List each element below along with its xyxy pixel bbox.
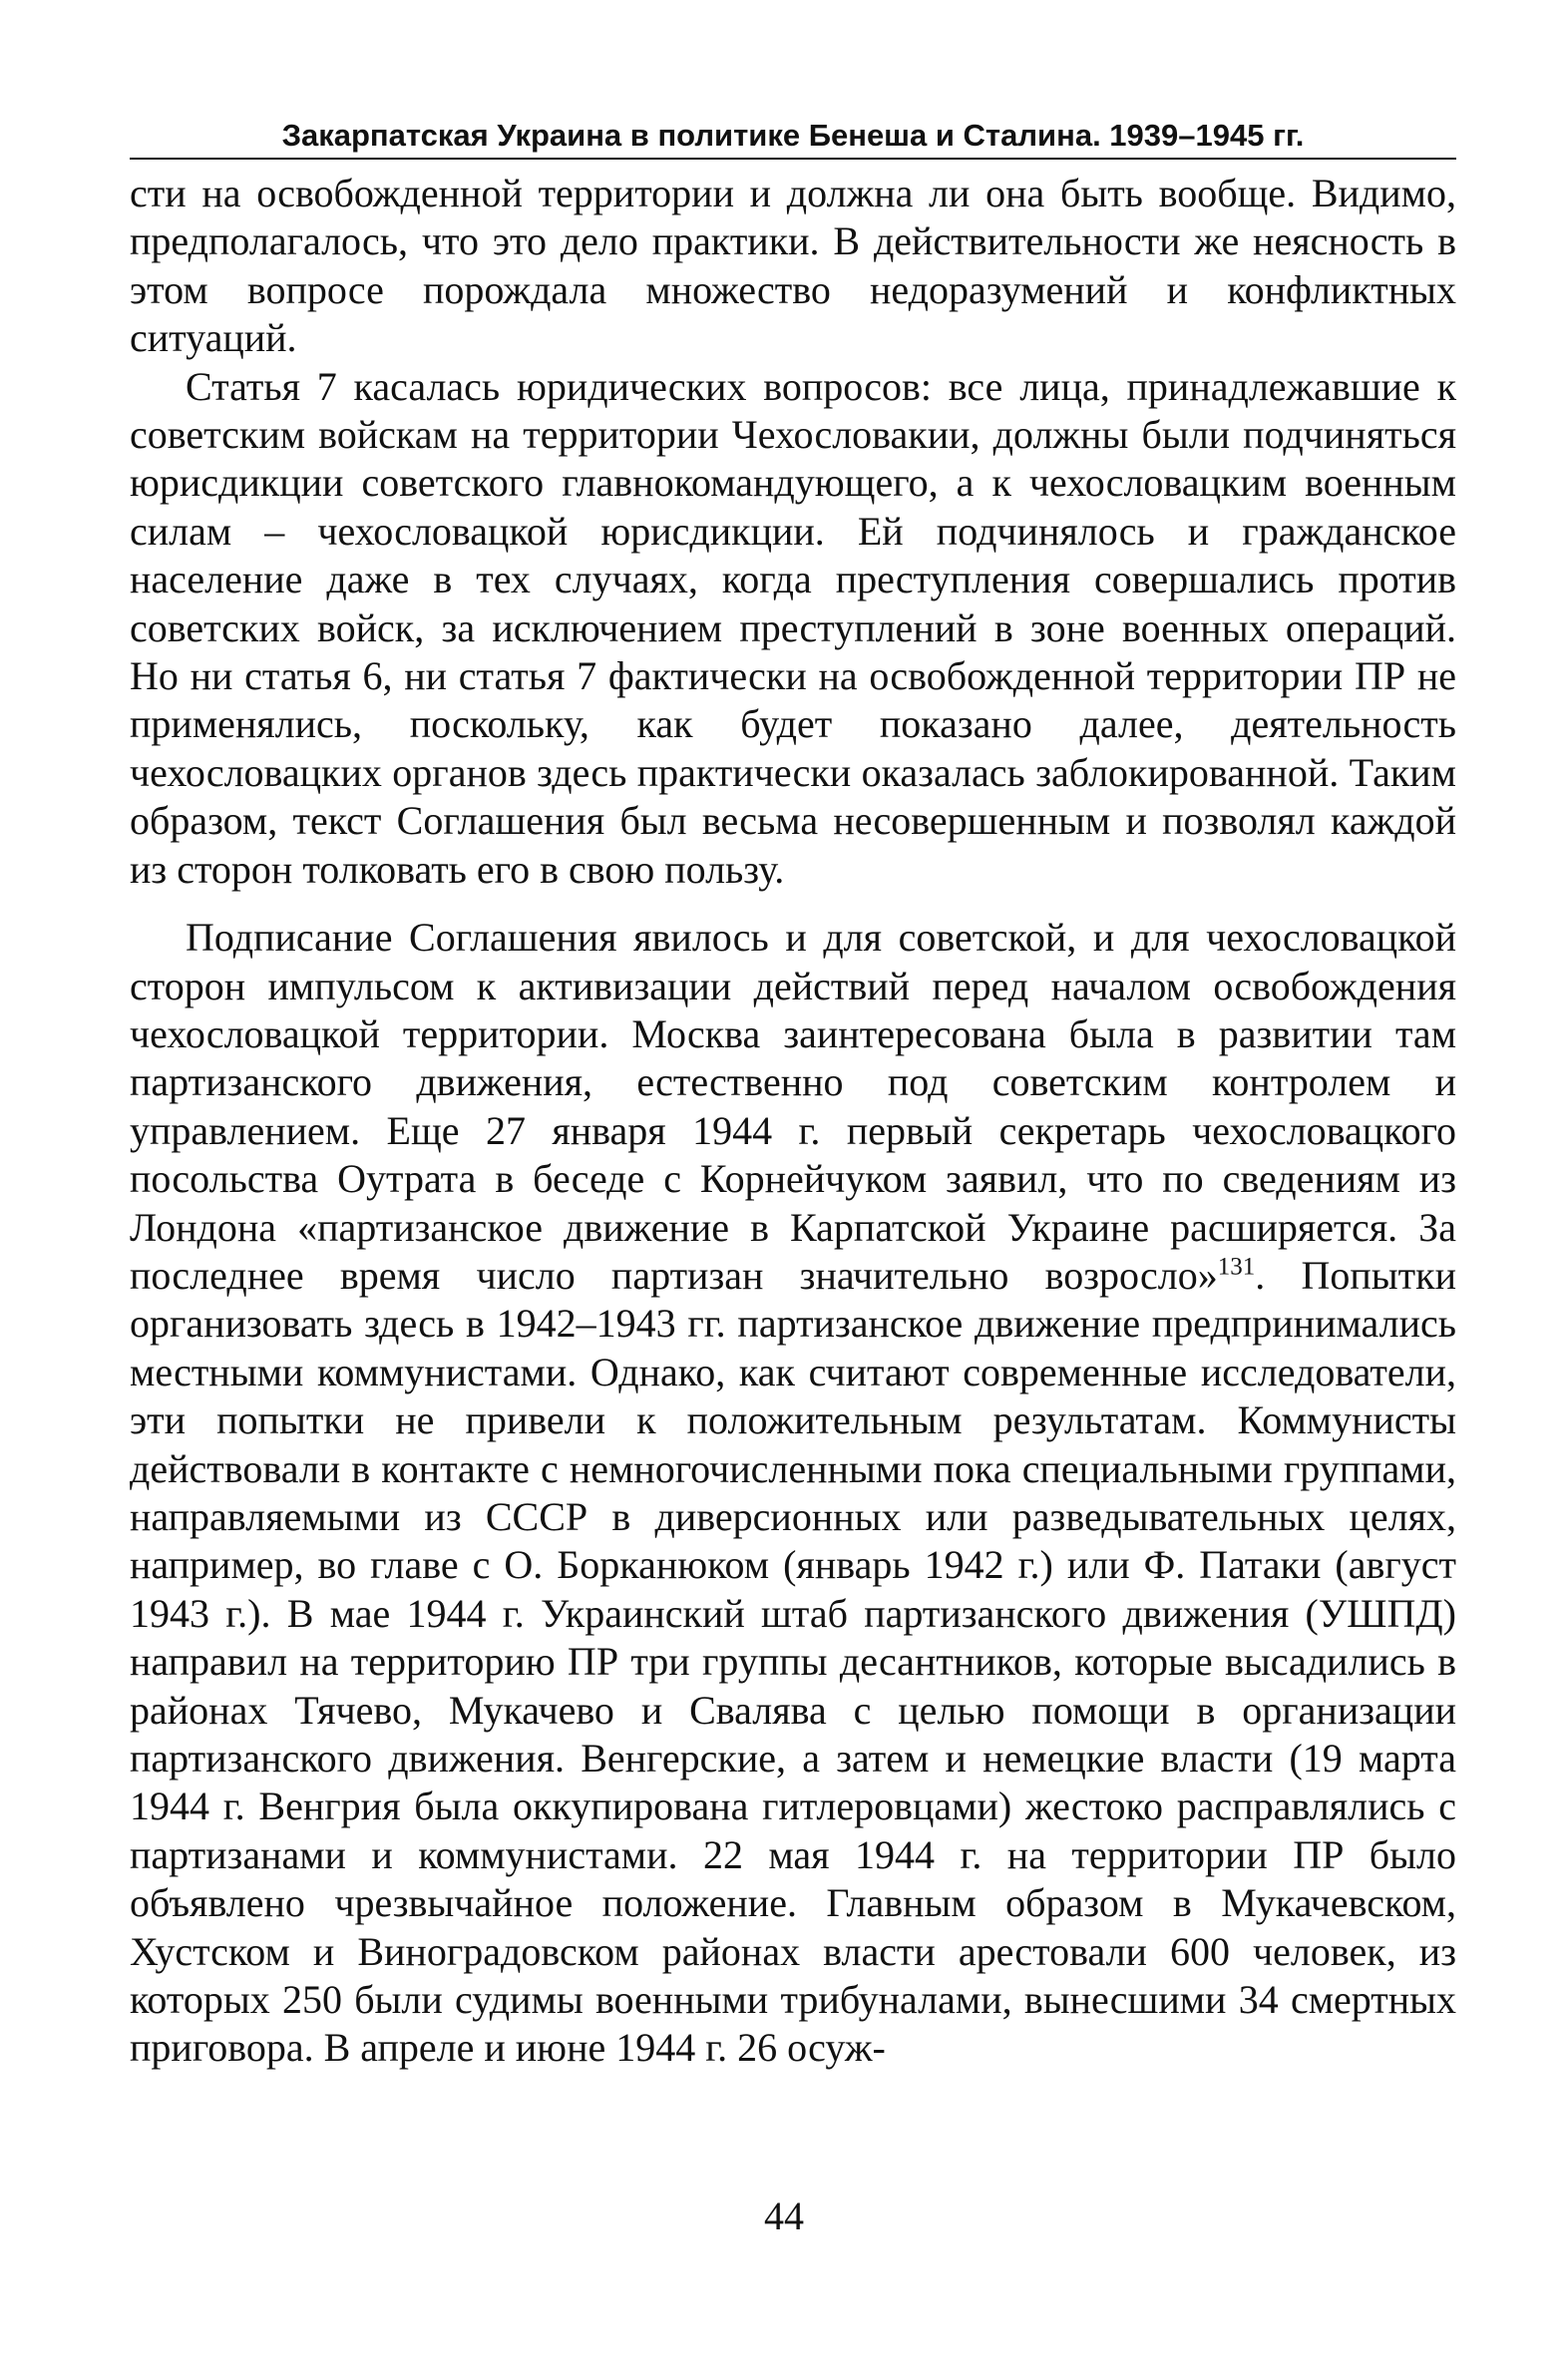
paragraph-1: сти на освобожденной территории и должна ли она быть вообще. Видимо, предполагалось, что это дело практики. В действительности же неясность в этом вопросе порождала множество недоразумений и конфликтных ситуаций. xyxy=(130,171,1456,361)
running-header: Закарпатская Украина в политике Бенеша и Сталина. 1939–1945 гг. xyxy=(130,118,1456,160)
paragraph-2: Статья 7 касалась юридических вопросов: все лица, принадлежавшие к советским войскам на территории Чехословакии, должны были подчиняться юрисдикции советского главнокомандующего, а к чехословацким военным силам – чехословацкой юрисдикции. Ей подчинялось и гражданское население даже в тех случаях, когда преступления совершались против советских войск, за исключением преступлений в зоне военных операций. Но ни статья 6, ни статья 7 фактически на освобожденной территории ПР не применялись, поскольку, как будет показано далее, деятельность чехословацких органов здесь практически оказалась заблокированной. Таким образом, текст Соглашения был весьма несовершенным и позволял каждой из сторон толковать его в свою пользу. xyxy=(130,363,1456,892)
paragraph-3-text-before: Подписание Соглашения явилось и для советской, и для чехословацкой сторон импульсом к активизации действий перед началом освобождения чехословацкой территории. Москва заинтересована была в развитии там партизанского движения, естественно под советским контролем и управлением. Еще 27 января 1944 г. первый секретарь чехословацкого посольства Оутрата в беседе с Корнейчуком заявил, что по сведениям из Лондона «партизанское движение в Карпатской Украине расширяется. За последнее время число партизан значительно возросло» xyxy=(130,915,1456,1298)
paragraph-3 xyxy=(130,914,1456,2073)
body-text xyxy=(130,170,1456,2073)
footnote-ref-131: 131 xyxy=(1217,1253,1256,1281)
page-number: 44 xyxy=(764,2193,804,2238)
paragraph-3-text-after: . Попытки организовать здесь в 1942–1943 гг. партизанское движение предпринимались местными коммунистами. Однако, как считают современные исследователи, эти попытки не привели к положительным результатам. Коммунисты действовали в контакте с немногочисленными пока специальными группами, направляемыми из СССР в диверсионных или разведывательных целях, например, во главе с О. Борканюком (январь 1942 г.) или Ф. Патаки (август 1943 г.). В мае 1944 г. Украинский штаб партизанского движения (УШПД) направил на территорию ПР три группы десантников, которые высадились в районах Тячево, Мукачево и Свалява с целью помощи в организации партизанского движения. Венгерские, а затем и немецкие власти (19 марта 1944 г. Венгрия была оккупирована гитлеровцами) жестоко расправлялись с партизанами и коммунистами. 22 мая 1944 г. на территории ПР было объявлено чрезвычайное положение. Главным образом в Мукачевском, Хустском и Виноградовском районах власти арестовали 600 человек, из которых 250 были судимы военными трибуналами, вынесшими 34 смертных приговора. В апреле и июне 1944 г. 26 осуж- xyxy=(130,1252,1456,2071)
book-page xyxy=(130,118,1456,2073)
